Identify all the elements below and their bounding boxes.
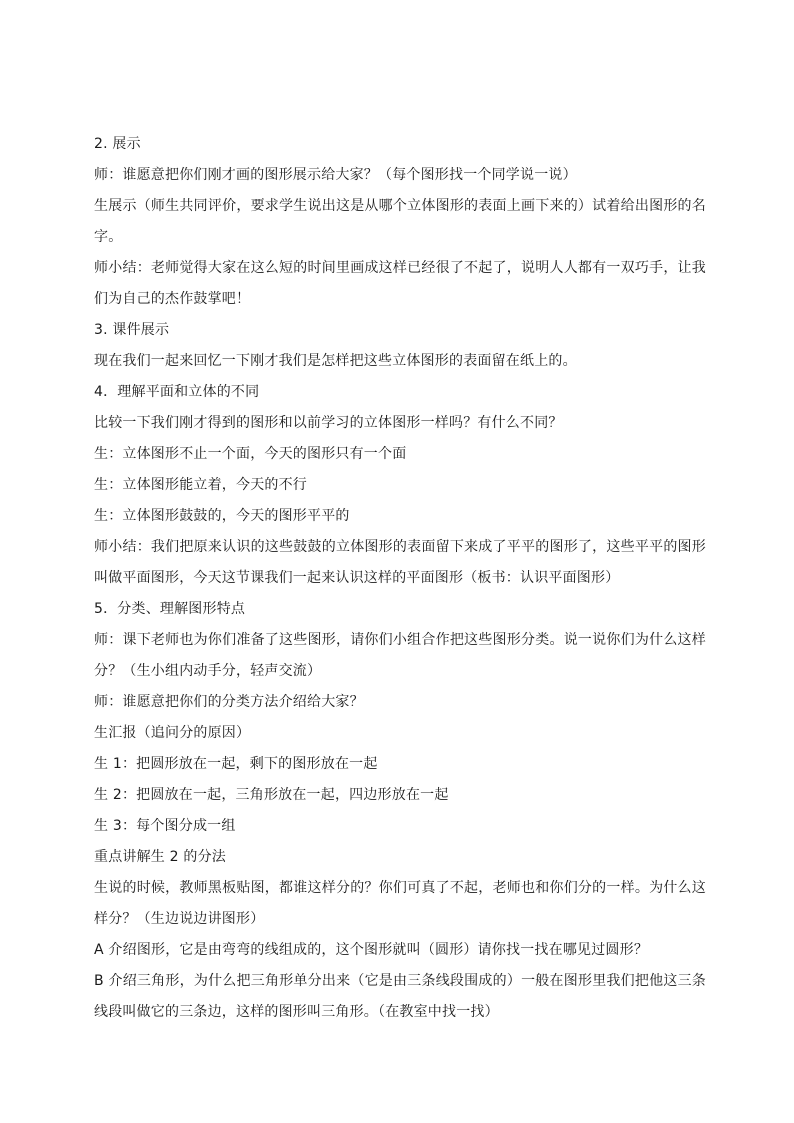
paragraph-line: 们为自己的杰作鼓掌吧！	[94, 291, 251, 307]
paragraph-line: 生：立体图形鼓鼓的，今天的图形平平的	[94, 508, 350, 524]
paragraph-line: 师：课下老师也为你们准备了这些图形，请你们小组合作把这些图形分类。说一说你们为什么这样	[94, 632, 706, 648]
paragraph-line: 生说的时候，教师黑板贴图，都谁这样分的？你们可真了不起，老师也和你们分的一样。为什么这	[94, 880, 706, 896]
paragraph-line: 生：立体图形不止一个面，今天的图形只有一个面	[94, 446, 407, 462]
section-heading-display: 2. 展示	[94, 136, 141, 152]
paragraph-line: 生：立体图形能立着，今天的不行	[94, 477, 307, 493]
paragraph-line: 样分？（生边说边讲图形）	[94, 911, 265, 927]
paragraph-line: 师小结：我们把原来认识的这些鼓鼓的立体图形的表面留下来成了平平的图形了，这些平平的图形	[94, 539, 706, 555]
paragraph-line: 师：谁愿意把你们的分类方法介绍给大家？	[94, 694, 364, 710]
paragraph-line: 生展示（师生共同评价，要求学生说出这是从哪个立体图形的表面上画下来的）试着给出图形的名	[94, 198, 706, 214]
paragraph-line: B 介绍三角形，为什么把三角形单分出来（它是由三条线段围成的）一般在图形里我们把他这三条	[94, 973, 706, 989]
document-body	[94, 129, 706, 1028]
paragraph-line: 现在我们一起来回忆一下刚才我们是怎样把这些立体图形的表面留在纸上的。	[94, 353, 577, 369]
section-heading-classification: 5．分类、理解图形特点	[94, 601, 246, 617]
paragraph-line: 生汇报（追问分的原因）	[94, 725, 251, 741]
paragraph-line: 比较一下我们刚才得到的图形和以前学习的立体图形一样吗？有什么不同？	[94, 415, 563, 431]
paragraph-line: 线段叫做它的三条边，这样的图形叫三角形。（在教室中找一找）	[94, 1004, 499, 1020]
paragraph-line: 生 3：每个图分成一组	[94, 818, 236, 834]
paragraph-line: 分？（生小组内动手分，轻声交流）	[94, 663, 322, 679]
paragraph-line: 生 2：把圆放在一起，三角形放在一起，四边形放在一起	[94, 787, 449, 803]
paragraph-line: 生 1：把圆形放在一起，剩下的图形放在一起	[94, 756, 378, 772]
paragraph-line: 师：谁愿意把你们刚才画的图形展示给大家？（每个图形找一个同学说一说）	[94, 167, 577, 183]
paragraph-line: 字。	[94, 229, 123, 245]
paragraph-line: 叫做平面图形，今天这节课我们一起来认识这样的平面图形（板书：认识平面图形）	[94, 570, 620, 586]
paragraph-line: 师小结：老师觉得大家在这么短的时间里画成这样已经很了不起了，说明人人都有一双巧手，让我	[94, 260, 706, 276]
section-heading-plane-vs-solid: 4．理解平面和立体的不同	[94, 384, 260, 400]
paragraph-line: 重点讲解生 2 的分法	[94, 849, 227, 865]
section-heading-courseware: 3. 课件展示	[94, 322, 170, 338]
paragraph-line: A 介绍图形，它是由弯弯的线组成的，这个图形就叫（圆形）请你找一找在哪见过圆形？	[94, 942, 649, 958]
